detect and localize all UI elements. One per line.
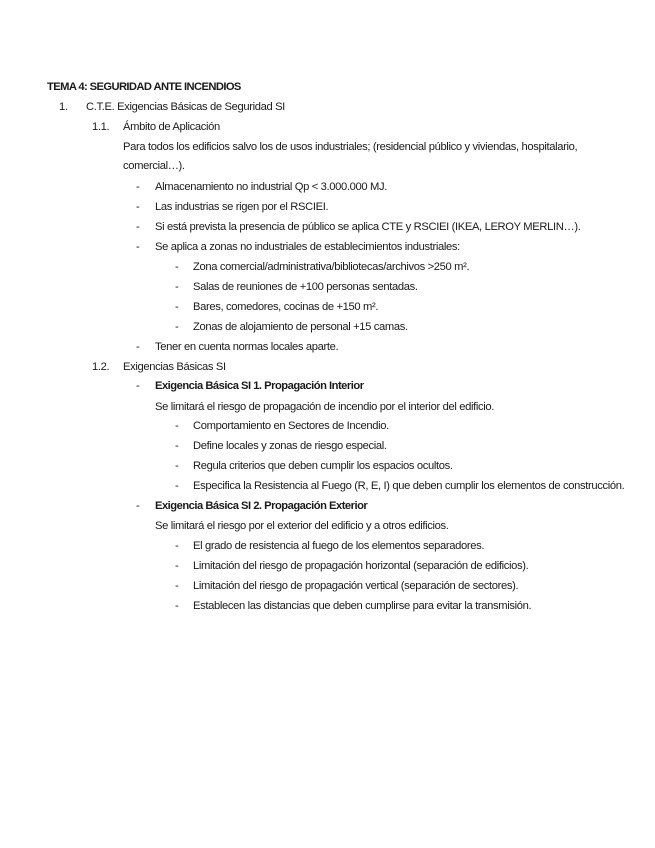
si2-description: Se limitará el riesgo por el exterior del edificio y a otros edificios. xyxy=(155,520,449,532)
list-item-text: Define locales y zonas de riesgo especial. xyxy=(193,440,387,452)
list-item-text: Limitación del riesgo de propagación vertical (separación de sectores). xyxy=(193,580,519,592)
dash-bullet: - xyxy=(175,440,179,452)
si1-description: Se limitará el riesgo de propagación de incendio por el interior del edificio. xyxy=(155,401,494,413)
dash-bullet: - xyxy=(136,500,140,512)
dash-bullet: - xyxy=(175,540,179,552)
list-item-text: Especifica la Resistencia al Fuego (R, E, I) que deben cumplir los elementos de construcción. xyxy=(193,480,625,492)
section-1-1-number: 1.1. xyxy=(92,121,110,133)
list-item-text: Salas de reuniones de +100 personas sentadas. xyxy=(193,281,418,293)
dash-bullet: - xyxy=(175,560,179,572)
list-item-text: Limitación del riesgo de propagación horizontal (separación de edificios). xyxy=(193,560,529,572)
dash-bullet: - xyxy=(175,460,179,472)
scope-paragraph-line-2: comercial…). xyxy=(123,160,185,172)
list-item-text: Establecen las distancias que deben cumplirse para evitar la transmisión. xyxy=(193,600,532,612)
list-item-text: Comportamiento en Sectores de Incendio. xyxy=(193,420,389,432)
dash-bullet: - xyxy=(136,241,140,253)
si1-heading: Exigencia Básica SI 1. Propagación Interior xyxy=(155,380,364,392)
list-item-text: Regula criterios que deben cumplir los espacios ocultos. xyxy=(193,460,453,472)
scope-paragraph-line-1: Para todos los edificios salvo los de usos industriales; (residencial público y viviendas, hospitalario, xyxy=(123,141,578,153)
list-item-text: El grado de resistencia al fuego de los elementos separadores. xyxy=(193,540,485,552)
section-1-heading: C.T.E. Exigencias Básicas de Seguridad SI xyxy=(86,101,285,113)
dash-bullet: - xyxy=(136,201,140,213)
section-1-1-heading: Ámbito de Aplicación xyxy=(123,121,220,133)
dash-bullet: - xyxy=(175,580,179,592)
section-1-2-number: 1.2. xyxy=(92,361,110,373)
dash-bullet: - xyxy=(136,181,140,193)
list-item-text: Si está prevista la presencia de público se aplica CTE y RSCIEI (IKEA, LEROY MERLIN…). xyxy=(155,221,581,233)
list-item-text: Se aplica a zonas no industriales de establecimientos industriales: xyxy=(155,241,460,253)
dash-bullet: - xyxy=(175,321,179,333)
list-item-text: Zona comercial/administrativa/bibliotecas/archivos >250 m². xyxy=(193,261,470,273)
list-item-text: Zonas de alojamiento de personal +15 camas. xyxy=(193,321,408,333)
dash-bullet: - xyxy=(175,600,179,612)
dash-bullet: - xyxy=(175,261,179,273)
dash-bullet: - xyxy=(175,480,179,492)
list-item-text: Las industrias se rigen por el RSCIEI. xyxy=(155,201,329,213)
dash-bullet: - xyxy=(136,380,140,392)
document-title: TEMA 4: SEGURIDAD ANTE INCENDIOS xyxy=(47,81,241,93)
section-1-number: 1. xyxy=(59,101,68,113)
list-item-text: Bares, comedores, cocinas de +150 m². xyxy=(193,301,379,313)
dash-bullet: - xyxy=(175,420,179,432)
dash-bullet: - xyxy=(136,341,140,353)
si2-heading: Exigencia Básica SI 2. Propagación Exterior xyxy=(155,500,368,512)
dash-bullet: - xyxy=(175,301,179,313)
dash-bullet: - xyxy=(175,281,179,293)
section-1-2-heading: Exigencias Básicas SI xyxy=(123,361,226,373)
list-item-text: Tener en cuenta normas locales aparte. xyxy=(155,341,339,353)
dash-bullet: - xyxy=(136,221,140,233)
list-item-text: Almacenamiento no industrial Qp < 3.000.000 MJ. xyxy=(155,181,387,193)
